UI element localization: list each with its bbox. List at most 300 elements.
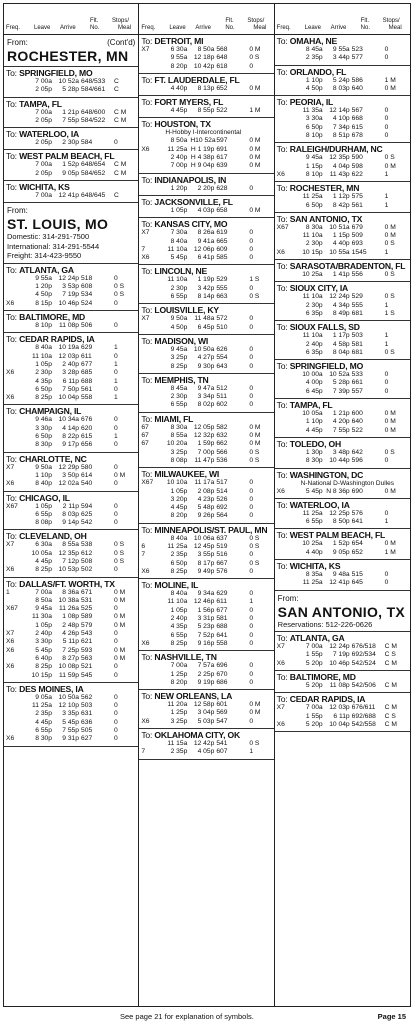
arrive-time: 8 22p <box>62 433 79 441</box>
destination-block <box>139 413 273 468</box>
destination-city: OKLAHOMA CITY, OK <box>154 730 240 741</box>
stops-meal: 0 <box>249 254 254 262</box>
depart-time: 7 00p <box>170 162 188 170</box>
flight-number: 692/534 <box>351 651 376 659</box>
flight-row <box>4 727 138 735</box>
flight-row <box>4 275 138 283</box>
depart-time: 6 50p <box>305 123 323 131</box>
flight-number: 543 <box>81 630 93 638</box>
depart-time: 6 30a <box>170 46 188 53</box>
destination-block <box>275 35 410 66</box>
to-prefix: To: <box>6 578 20 589</box>
destination-city: KANSAS CITY, MO <box>154 219 228 230</box>
depart-time: 8 10p <box>35 322 52 330</box>
stops-meal: 0 M <box>249 145 261 153</box>
flight-row <box>139 146 273 154</box>
flight-row <box>139 229 273 237</box>
footer-note: See page 21 for explanation of symbols. <box>120 1012 254 1021</box>
arrive-time: 4 05p <box>197 748 215 756</box>
stops-meal: 0 M <box>114 596 126 604</box>
depart-time: 11 25a <box>302 509 323 517</box>
destination-heading <box>139 75 273 85</box>
flight-number: 576 <box>216 567 228 575</box>
to-prefix: To: <box>276 213 290 224</box>
frequency: X7 <box>276 704 285 712</box>
destination-block <box>139 174 273 196</box>
frequency: X7 <box>6 463 15 471</box>
depart-time: 2 35p <box>170 748 188 756</box>
flight-number: 562 <box>81 693 93 701</box>
flight-number: 676 <box>81 416 93 424</box>
arrive-time: 12 24p <box>58 274 79 282</box>
flight-number: 640 <box>351 84 363 92</box>
destination-block <box>275 96 410 143</box>
stops-meal: C M <box>384 659 397 667</box>
destination-heading <box>275 400 410 410</box>
depart-time: 8 25p <box>170 362 188 370</box>
to-prefix: To: <box>141 219 155 230</box>
flight-row <box>275 371 410 379</box>
from-label-row <box>278 594 407 604</box>
stops-meal: 0 S <box>249 293 260 301</box>
stops-meal: 0 <box>249 551 254 559</box>
arrive-time: 8 50a <box>197 46 215 53</box>
destination-heading <box>275 633 410 643</box>
stops-meal: 0 M <box>384 487 396 495</box>
stops-meal: 1 <box>384 301 389 309</box>
stops-meal: 0 <box>249 662 254 670</box>
flight-row <box>4 630 138 638</box>
arrive-time: 6 45p <box>197 323 215 331</box>
to-prefix: To: <box>141 524 155 535</box>
to-prefix: To: <box>276 361 290 372</box>
arrive-time: H10 52a <box>190 137 216 145</box>
depart-time: 8 30p <box>35 441 52 449</box>
flight-row <box>139 246 273 254</box>
stops-meal: 0 M <box>114 588 126 596</box>
to-prefix: To: <box>141 413 155 424</box>
flight-number: 632 <box>216 432 228 440</box>
arrive-time: 2 11p <box>62 502 79 510</box>
flight-row <box>275 46 410 54</box>
arrive-time: 8 03p <box>62 510 79 518</box>
flight-number: 586 <box>351 76 363 84</box>
flight-row <box>4 541 138 549</box>
to-prefix: To: <box>276 400 290 411</box>
to-prefix: To: <box>276 499 290 510</box>
arrive-time: H 9 04p <box>190 162 215 170</box>
to-prefix: To: <box>6 129 20 140</box>
freq-heading: Freq. <box>276 25 291 31</box>
destination-city: FT. LAUDERDALE, FL <box>154 74 240 85</box>
flight-number: 502 <box>81 566 93 574</box>
stops-meal: 1 <box>384 170 389 178</box>
flight-row <box>139 107 273 115</box>
flight-row <box>139 54 273 62</box>
frequency: 7 <box>141 748 146 756</box>
arrive-time: 11 26a <box>59 605 79 613</box>
flight-row <box>4 719 138 727</box>
arrive-time: 9 05p <box>62 169 79 177</box>
stops-meal: 0 S <box>249 559 260 567</box>
frequency: X6 <box>141 254 150 262</box>
flight-number: 584 <box>81 139 93 147</box>
arrive-time: 11 43p <box>329 170 350 178</box>
stops-meal: 0 M <box>249 137 261 145</box>
arrive-time: H 4 38p <box>190 154 215 162</box>
flight-number: 545 <box>81 671 93 679</box>
depart-time: 6 35p <box>305 348 323 356</box>
leave-heading: Leave <box>304 25 322 31</box>
stops-meal: 0 <box>249 567 254 575</box>
flight-number: 526 <box>216 495 228 503</box>
flight-number: 648/600 <box>81 108 106 116</box>
arrive-time: 12 42p <box>193 740 215 748</box>
depart-time: 1 30p <box>305 448 323 456</box>
depart-time: 9 46a <box>35 416 52 424</box>
flight-number: 677 <box>81 360 93 368</box>
depart-time: 9 45a <box>35 605 52 613</box>
stops-heading: Stops/ <box>112 18 130 24</box>
stops-meal: 0 M <box>249 432 261 440</box>
arrive-time: 6 41p <box>197 254 215 262</box>
stops-meal: 1 <box>384 332 389 340</box>
flight-number: 662 <box>216 440 228 448</box>
flight-row <box>275 651 410 659</box>
flight-row <box>275 721 410 729</box>
flight-row <box>139 551 273 559</box>
destination-city: MINNEAPOLIS/ST. PAUL, MN <box>154 524 268 535</box>
destination-block <box>139 35 273 74</box>
flight-row <box>4 394 138 402</box>
flight-row <box>275 163 410 171</box>
frequency: X6 <box>6 663 15 671</box>
depart-time: 8 20p <box>170 62 188 70</box>
depart-time: 2 35p <box>305 54 323 62</box>
to-prefix: To: <box>6 683 20 694</box>
flight-number: 511 <box>216 393 227 401</box>
depart-time: 4 00p <box>305 379 323 387</box>
depart-time: 6 40p <box>35 654 52 662</box>
reservation-line: Freight: 314-423-9550 <box>7 251 82 261</box>
destination-heading <box>139 469 273 479</box>
stops-meal: 0 <box>114 638 118 646</box>
flight-row <box>275 704 410 712</box>
depart-time: 7 00a <box>170 662 188 670</box>
stops-meal: 0 M <box>384 426 396 434</box>
depart-time: 2 05p <box>35 169 52 177</box>
depart-time: 3 30a <box>305 115 323 123</box>
destination-block <box>139 524 273 579</box>
depart-time: 9 50a <box>35 463 52 471</box>
no-heading: No. <box>360 25 370 31</box>
flight-row <box>139 85 273 93</box>
destination-city: MEMPHIS, TN <box>154 374 209 385</box>
stops-meal: 0 <box>114 718 118 726</box>
to-prefix: To: <box>276 530 290 541</box>
stops-meal: 0 <box>384 107 389 115</box>
destination-block <box>275 66 410 97</box>
flight-row <box>275 115 410 123</box>
destination-block <box>139 579 273 651</box>
flight-row <box>139 701 273 709</box>
arrive-time: 1 12p <box>332 193 350 201</box>
arrive-time: 12 41p <box>329 579 350 587</box>
frequency: X7 <box>141 229 150 237</box>
destination-heading <box>139 175 273 185</box>
destination-heading <box>275 561 410 571</box>
destination-heading <box>275 261 410 271</box>
flight-number: 645 <box>351 579 363 587</box>
flight-row <box>139 276 273 284</box>
stops-meal: C <box>114 78 119 85</box>
depart-time: 2 30p <box>170 393 188 401</box>
arrive-time: 3 34p <box>197 393 215 401</box>
flight-number: 555 <box>351 301 363 309</box>
frequency: X6 <box>276 659 285 667</box>
frequency: X7 <box>6 541 15 549</box>
destination-city: MOLINE, IL <box>154 580 199 591</box>
stops-meal: 1 <box>384 518 389 526</box>
depart-time: 10 20a <box>166 440 188 448</box>
flight-number: 640 <box>351 418 363 426</box>
to-prefix: To: <box>141 266 155 277</box>
depart-time: 8 25p <box>170 567 188 575</box>
stops-meal: 0 S <box>114 558 125 565</box>
destination-heading <box>4 406 138 416</box>
reservation-line: International: 314-291-5544 <box>7 241 100 251</box>
to-prefix: To: <box>276 322 290 333</box>
flight-number: 629 <box>81 344 93 352</box>
flight-row <box>139 457 273 465</box>
flight-row <box>139 385 273 393</box>
depart-time: 1 55p <box>305 712 323 720</box>
to-prefix: To: <box>276 469 290 480</box>
flight-row <box>4 519 138 527</box>
flight-number: 569 <box>216 709 228 717</box>
flight-row <box>139 238 273 246</box>
flight-number: 676/611 <box>351 704 376 712</box>
to-prefix: To: <box>6 68 20 78</box>
stops-meal: C M <box>114 116 127 124</box>
reservation-line: Reservations: 512-226-0626 <box>277 619 373 629</box>
depart-time: 2 30p <box>305 301 323 309</box>
flight-row <box>139 671 273 679</box>
flight-number: 621 <box>81 638 93 646</box>
stops-meal: 0 M <box>384 410 396 418</box>
stops-meal: 0 S <box>114 291 125 299</box>
frequency: X6 <box>141 639 150 647</box>
flight-number: 536 <box>216 456 228 464</box>
stops-meal: 0 <box>249 401 254 409</box>
arrive-time: 10 44p <box>329 457 350 465</box>
flight-row <box>139 512 273 520</box>
arrive-time: 9 30p <box>197 362 215 370</box>
depart-time: 8 35a <box>305 570 323 578</box>
depart-time: 8 08p <box>170 456 188 464</box>
flight-number: 663 <box>216 293 228 301</box>
arrive-time: 5 48p <box>197 504 215 512</box>
destination-city: SPRINGFIELD, MO <box>19 68 93 78</box>
depart-time: 8 50a <box>170 137 188 145</box>
depart-time: 11 10a <box>167 598 188 606</box>
freq-heading: Freq. <box>6 25 21 31</box>
flight-number: 696 <box>216 662 228 670</box>
flight-row <box>4 369 138 377</box>
flight-row <box>139 496 273 504</box>
depart-time: 2 05p <box>35 116 52 124</box>
stops-meal: 0 <box>114 693 118 701</box>
arrive-time: 3 31p <box>197 615 215 623</box>
destination-heading <box>4 531 138 541</box>
to-prefix: To: <box>141 119 155 130</box>
frequency: X7 <box>141 315 150 323</box>
arrive-time: 4 27p <box>197 354 215 362</box>
flight-number: 626 <box>216 345 228 353</box>
destination-city: WICHITA, KS <box>289 560 341 571</box>
to-prefix: To: <box>141 97 155 108</box>
depart-time: 7 30a <box>170 229 188 237</box>
depart-time: 11 10a <box>302 232 323 240</box>
arrive-time: 7 55p <box>332 426 350 434</box>
depart-time: 8 55a <box>170 432 188 440</box>
flight-number: 568 <box>216 46 228 53</box>
arrive-time: 1 21p <box>62 108 79 116</box>
depart-time: 11 25a <box>167 542 188 550</box>
depart-time: 4 50p <box>305 84 323 92</box>
destination-block <box>139 304 273 335</box>
flight-number: 557 <box>351 387 363 395</box>
stops-meal: 0 S <box>114 283 125 291</box>
stops-meal: 0 M <box>114 471 126 479</box>
depart-time: 8 30p <box>305 457 323 465</box>
flight-number: 581 <box>216 615 228 623</box>
column-2 <box>139 4 274 1006</box>
no-heading: No. <box>225 25 235 31</box>
arrive-time: 4 20p <box>332 418 350 426</box>
stops-meal: 0 <box>114 385 118 393</box>
depart-time: 6 55p <box>305 518 323 526</box>
depart-time: 6 50p <box>35 433 52 441</box>
destination-city: LOUISVILLE, KY <box>154 305 219 316</box>
depart-time: 9 50a <box>170 315 188 323</box>
arrive-time: 3 48p <box>332 448 350 456</box>
destination-block <box>139 218 273 265</box>
frequency: 67 <box>141 440 149 448</box>
flight-row <box>4 566 138 574</box>
depart-time: 4 45p <box>170 107 188 115</box>
stops-meal: 0 S <box>249 54 260 62</box>
flight-number: 576 <box>351 509 363 517</box>
destination-heading <box>139 36 273 46</box>
flight-row <box>4 550 138 558</box>
flight-row <box>4 589 138 597</box>
to-prefix: To: <box>141 691 155 702</box>
depart-time: 1 20p <box>35 283 52 291</box>
flight-number: 579 <box>81 621 93 629</box>
destination-block <box>139 335 273 374</box>
destination-heading <box>4 99 138 109</box>
depart-time: 3 25p <box>170 717 188 725</box>
destination-block <box>4 578 138 683</box>
depart-time: 8 45a <box>170 384 188 392</box>
stops-meal: C <box>114 86 119 94</box>
arrive-time: 5 03p <box>197 717 215 725</box>
destination-city: CLEVELAND, OH <box>19 531 87 542</box>
arrive-time: 3 35p <box>62 710 79 718</box>
depart-time: 6 55p <box>35 727 52 735</box>
arrive-time: 9 49p <box>197 567 215 575</box>
frequency: X67 <box>276 223 289 231</box>
frequency: X7 <box>141 46 150 53</box>
flight-number: 577 <box>351 54 363 62</box>
flight-number: 519 <box>216 542 228 550</box>
flight-row <box>4 597 138 605</box>
flight-row <box>275 457 410 465</box>
to-prefix: To: <box>276 66 290 77</box>
flight-row <box>139 560 273 568</box>
to-prefix: To: <box>276 144 290 155</box>
flight-row <box>4 425 138 433</box>
depart-time: 4 45p <box>35 558 52 565</box>
depart-time: 1 05p <box>170 206 188 214</box>
destination-heading <box>139 305 273 315</box>
flight-number: 538 <box>81 541 93 549</box>
flight-row <box>139 185 273 193</box>
arrive-time: 8 26a <box>197 229 215 237</box>
stops-meal: 1 M <box>384 548 396 556</box>
stops-meal: 0 <box>114 510 118 518</box>
depart-time: 1 25p <box>170 670 188 678</box>
flight-row <box>275 549 410 557</box>
flight-row <box>139 679 273 687</box>
flight-row <box>139 254 273 262</box>
destination-city: INDIANAPOLIS, IN <box>154 174 227 185</box>
destination-heading <box>275 97 410 107</box>
to-prefix: To: <box>141 335 155 346</box>
depart-time: 11 10a <box>32 352 52 360</box>
flight-number: 584/652 <box>81 169 106 177</box>
destination-block <box>275 632 410 671</box>
destination-heading <box>275 144 410 154</box>
flight-row <box>139 662 273 670</box>
flight-number: 614 <box>81 471 93 479</box>
stops-meal: 1 M <box>249 107 261 115</box>
to-prefix: To: <box>276 36 290 46</box>
destination-block <box>4 128 138 150</box>
arrive-time: 1 08p <box>62 613 79 621</box>
flight-number: 665 <box>216 237 228 245</box>
depart-time: 6 50p <box>35 385 52 393</box>
depart-time: 8 40a <box>170 534 188 542</box>
depart-time: 2 30p <box>35 369 52 377</box>
stops-meal: 0 <box>249 623 254 631</box>
destination-city: ATLANTA, GA <box>19 264 74 275</box>
arrive-time: 9 17p <box>62 441 79 449</box>
destination-block <box>275 693 410 732</box>
destination-city: WATERLOO, IA <box>289 499 350 510</box>
flight-row <box>4 416 138 424</box>
arrive-time: 3 44p <box>332 54 350 62</box>
flight-row <box>4 710 138 718</box>
stops-meal: 0 <box>249 323 254 331</box>
flight-number: 636 <box>81 718 93 726</box>
stops-meal: 1 <box>249 748 254 756</box>
stops-meal: 1 <box>249 598 254 606</box>
flight-row <box>139 568 273 576</box>
arrive-time: 12 03p <box>329 704 350 712</box>
arrive-time: 11 08p <box>59 322 79 330</box>
